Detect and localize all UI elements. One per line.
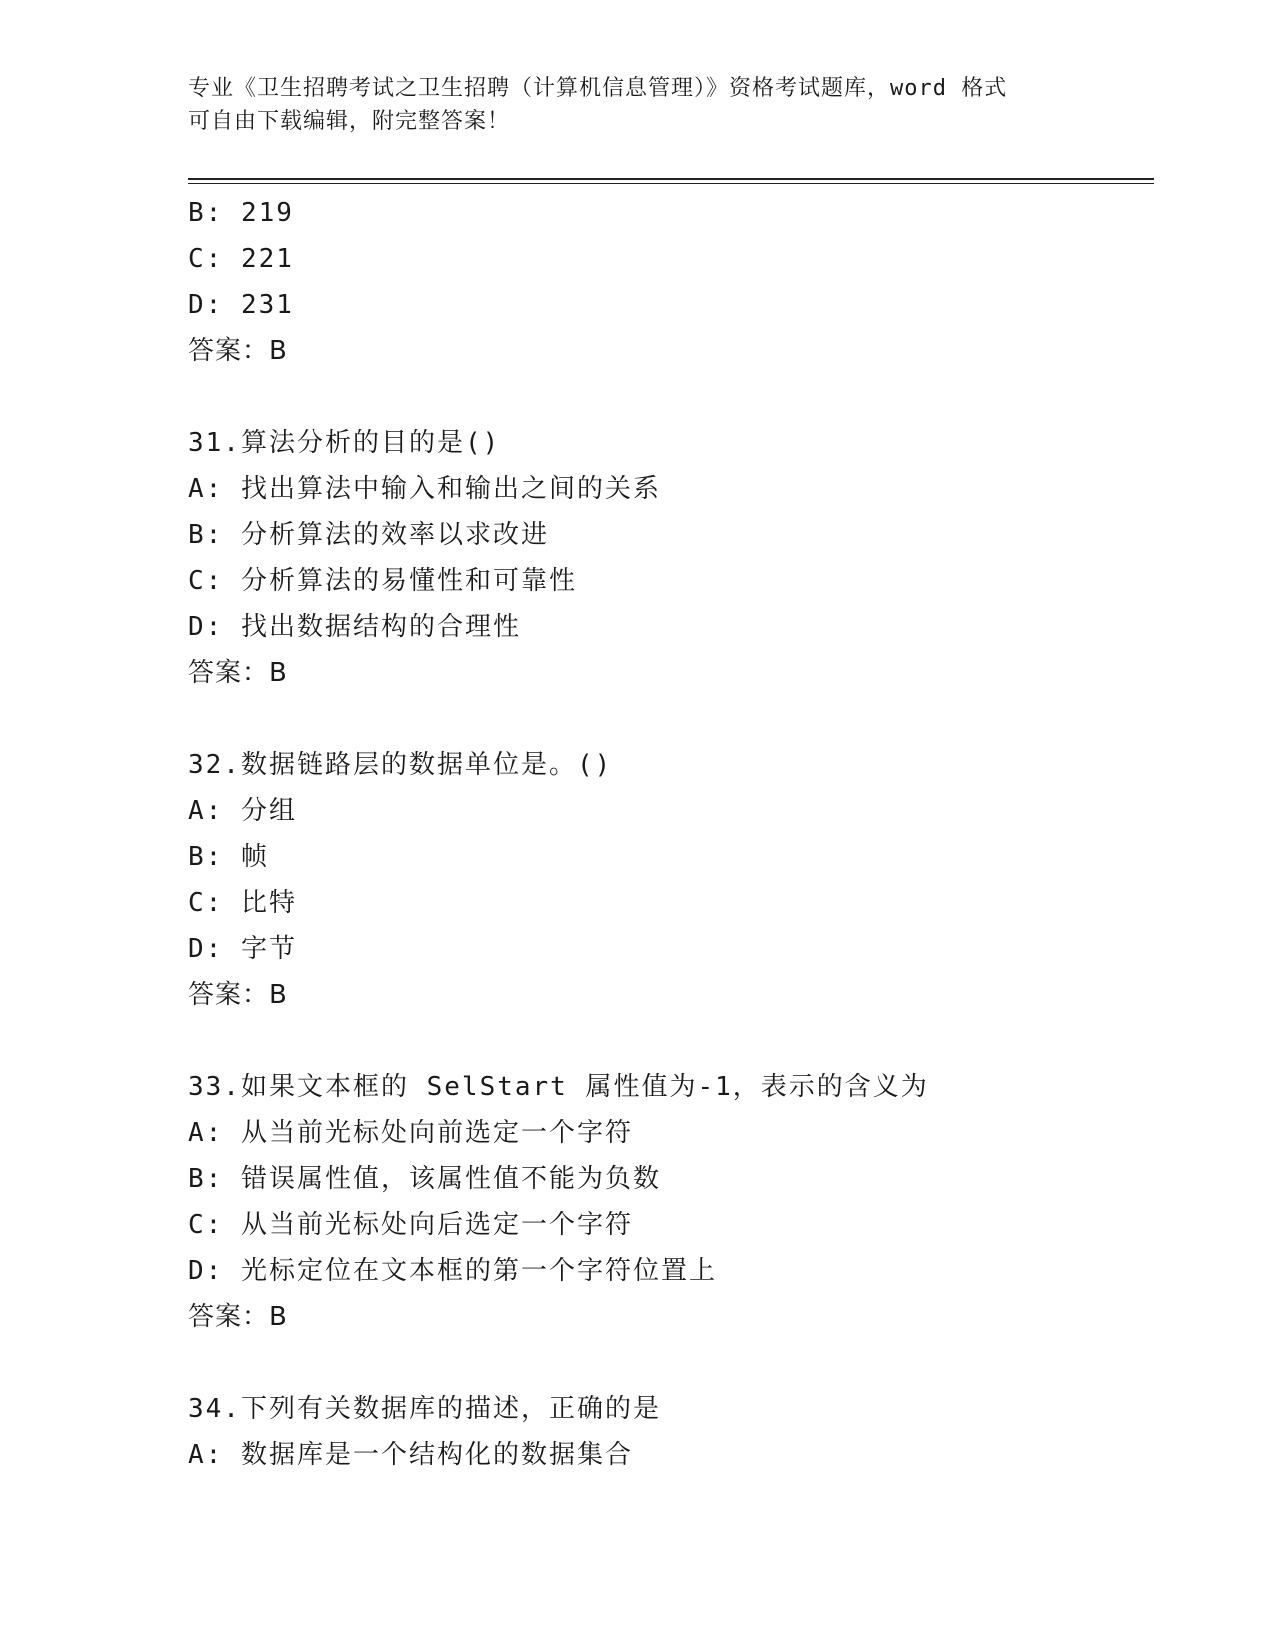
option-a: A: 从当前光标处向前选定一个字符 bbox=[188, 1118, 633, 1148]
option-b: B: 错误属性值，该属性值不能为负数 bbox=[188, 1164, 661, 1194]
option-b: B: 分析算法的效率以求改进 bbox=[188, 520, 549, 550]
question-stem: 31.算法分析的目的是() bbox=[188, 428, 501, 458]
spacer bbox=[188, 374, 1148, 420]
question-32 bbox=[188, 742, 1148, 1018]
spacer bbox=[188, 1340, 1148, 1386]
answer-label: 答案：B bbox=[188, 1302, 288, 1332]
question-continued bbox=[188, 190, 1148, 374]
option-c: C: 分析算法的易懂性和可靠性 bbox=[188, 566, 577, 596]
option-a: A: 找出算法中输入和输出之间的关系 bbox=[188, 474, 661, 504]
header-divider-thin bbox=[188, 183, 1154, 184]
spacer bbox=[188, 1018, 1148, 1064]
option-d: D: 找出数据结构的合理性 bbox=[188, 612, 521, 642]
header-line-1: 专业《卫生招聘考试之卫生招聘（计算机信息管理）》资格考试题库，word 格式 bbox=[188, 76, 1008, 101]
spacer bbox=[188, 696, 1148, 742]
option-c: C: 从当前光标处向后选定一个字符 bbox=[188, 1210, 633, 1240]
option-d: D: 字节 bbox=[188, 934, 297, 964]
question-31 bbox=[188, 420, 1148, 696]
question-stem: 32.数据链路层的数据单位是。() bbox=[188, 750, 613, 780]
option-b: B: 帧 bbox=[188, 842, 269, 872]
header-line-2: 可自由下载编辑，附完整答案！ bbox=[188, 109, 511, 134]
option-a: A: 数据库是一个结构化的数据集合 bbox=[188, 1440, 633, 1470]
option-a: A: 分组 bbox=[188, 796, 297, 826]
option-d: D: 231 bbox=[188, 290, 294, 320]
document-header bbox=[188, 72, 1088, 138]
header-divider bbox=[188, 178, 1154, 180]
question-34 bbox=[188, 1386, 1148, 1478]
option-c: C: 221 bbox=[188, 244, 294, 274]
answer-label: 答案：B bbox=[188, 658, 288, 688]
question-33 bbox=[188, 1064, 1148, 1340]
question-stem: 33.如果文本框的 SelStart 属性值为-1，表示的含义为 bbox=[188, 1072, 929, 1102]
answer-label: 答案：B bbox=[188, 336, 288, 366]
option-c: C: 比特 bbox=[188, 888, 297, 918]
option-b: B: 219 bbox=[188, 198, 294, 228]
question-stem: 34.下列有关数据库的描述，正确的是 bbox=[188, 1394, 661, 1424]
option-d: D: 光标定位在文本框的第一个字符位置上 bbox=[188, 1256, 717, 1286]
question-list bbox=[188, 190, 1148, 1478]
answer-label: 答案：B bbox=[188, 980, 288, 1010]
